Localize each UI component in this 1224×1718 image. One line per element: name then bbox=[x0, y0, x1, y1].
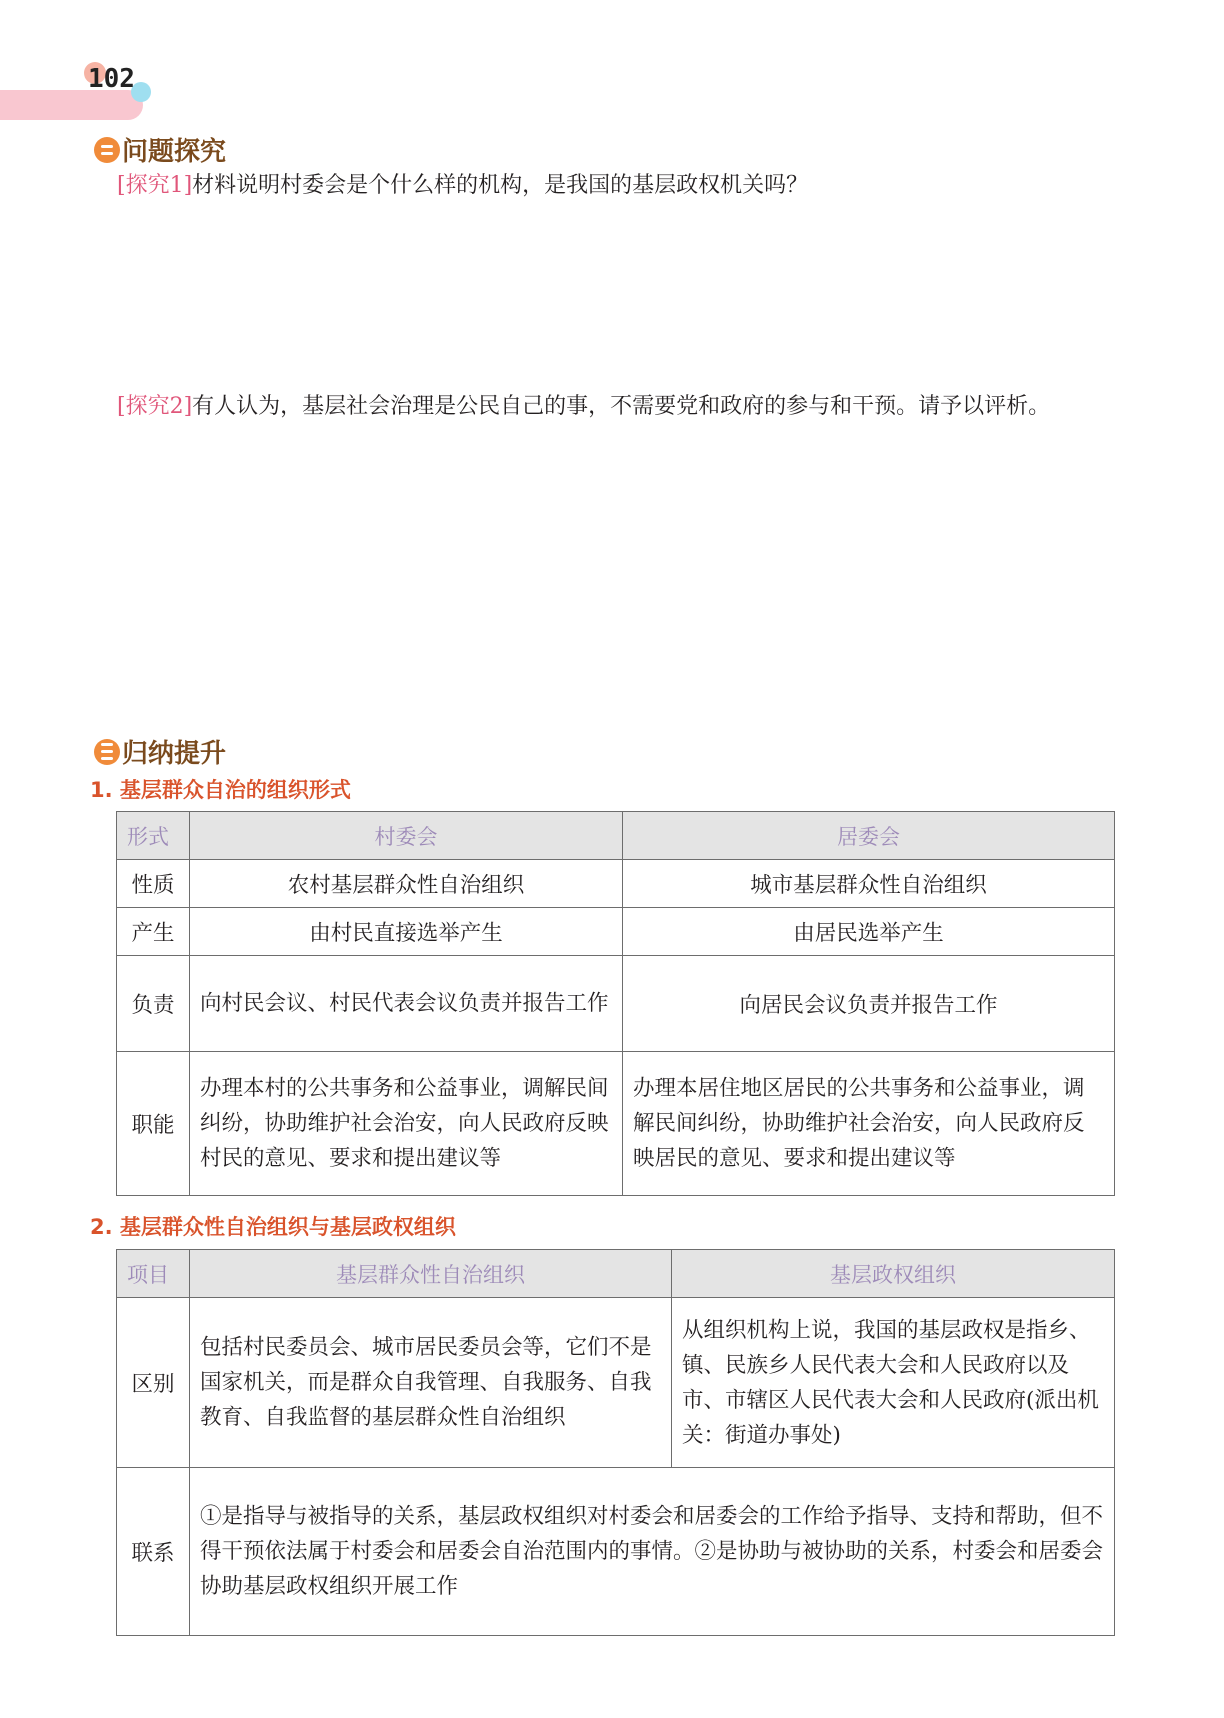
section-title: 归纳提升 bbox=[122, 739, 227, 769]
table-row bbox=[117, 1468, 1115, 1636]
header-cell: 项目 bbox=[117, 1250, 190, 1298]
table-cell: 城市基层群众性自治组织 bbox=[623, 860, 1115, 908]
header-cell: 村委会 bbox=[190, 812, 623, 860]
table-cell: 农村基层群众性自治组织 bbox=[190, 860, 623, 908]
section-title: 问题探究 bbox=[122, 137, 227, 167]
table-cell: 包括村民委员会、城市居民委员会等，它们不是国家机关，而是群众自我管理、自我服务、自我教育、自我监督的基层群众性自治组织 bbox=[190, 1298, 672, 1468]
row-label: 区别 bbox=[117, 1298, 190, 1468]
table-cell: 办理本村的公共事务和公益事业，调解民间纠纷，协助维护社会治安，向人民政府反映村民的意见、要求和提出建议等 bbox=[190, 1052, 623, 1196]
table-cell: 向居民会议负责并报告工作 bbox=[623, 956, 1115, 1052]
row-label: 联系 bbox=[117, 1468, 190, 1636]
header-cell: 基层群众性自治组织 bbox=[190, 1250, 672, 1298]
table-cell: 由村民直接选举产生 bbox=[190, 908, 623, 956]
table-header-row bbox=[117, 812, 1115, 860]
explore-question-1 bbox=[117, 168, 1117, 204]
page-number-tab bbox=[0, 90, 143, 120]
row-label: 负责 bbox=[117, 956, 190, 1052]
table-row bbox=[117, 860, 1115, 908]
table-cell: 向村民会议、村民代表会议负责并报告工作 bbox=[190, 956, 623, 1052]
table-row bbox=[117, 908, 1115, 956]
table-cell: ①是指导与被指导的关系，基层政权组织对村委会和居委会的工作给予指导、支持和帮助，但不得干预依法属于村委会和居委会自治范围内的事情。②是协助与被协助的关系，村委会和居委会协助基层政权组织开展工作 bbox=[190, 1468, 1115, 1636]
table-cell: 从组织机构上说，我国的基层政权是指乡、镇、民族乡人民代表大会和人民政府以及市、市辖区人民代表大会和人民政府(派出机关：街道办事处) bbox=[672, 1298, 1115, 1468]
table-row bbox=[117, 1298, 1115, 1468]
header-cell: 形式 bbox=[117, 812, 190, 860]
explore-tag: [探究1] bbox=[117, 173, 193, 198]
table-header-row bbox=[117, 1250, 1115, 1298]
section-heading bbox=[94, 131, 226, 168]
table-cell: 办理本居住地区居民的公共事务和公益事业，调解民间纠纷，协助维护社会治安，向人民政府反映居民的意见、要求和提出建议等 bbox=[623, 1052, 1115, 1196]
table-heading: 2. 基层群众性自治组织与基层政权组织 bbox=[90, 1215, 456, 1239]
section-heading bbox=[94, 733, 226, 770]
row-label: 产生 bbox=[117, 908, 190, 956]
explore-question-2 bbox=[117, 389, 1117, 425]
organization-comparison-table bbox=[116, 1249, 1115, 1636]
explore-text: 有人认为，基层社会治理是公民自己的事，不需要党和政府的参与和干预。请予以评析。 bbox=[192, 394, 1051, 419]
page-number: 102 bbox=[88, 64, 135, 94]
explore-tag: [探究2] bbox=[117, 394, 193, 419]
row-label: 职能 bbox=[117, 1052, 190, 1196]
number-two-icon bbox=[94, 137, 120, 163]
table-cell: 由居民选举产生 bbox=[623, 908, 1115, 956]
explore-text: 材料说明村委会是个什么样的机构，是我国的基层政权机关吗？ bbox=[192, 173, 809, 198]
header-cell: 基层政权组织 bbox=[672, 1250, 1115, 1298]
row-label: 性质 bbox=[117, 860, 190, 908]
table-row bbox=[117, 1052, 1115, 1196]
header-cell: 居委会 bbox=[623, 812, 1115, 860]
table-heading: 1. 基层群众自治的组织形式 bbox=[90, 778, 351, 802]
table-row bbox=[117, 956, 1115, 1052]
organization-forms-table bbox=[116, 811, 1115, 1196]
number-three-icon bbox=[94, 739, 120, 765]
